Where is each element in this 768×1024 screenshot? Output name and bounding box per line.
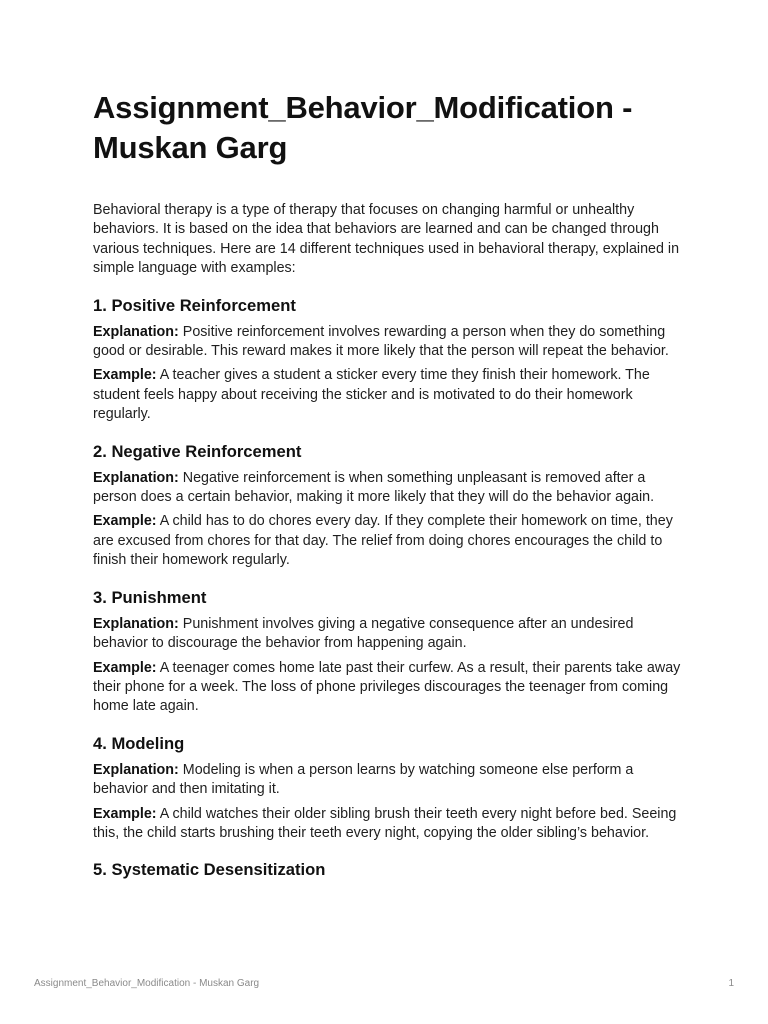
- example-paragraph: [93, 366, 683, 424]
- example-text: A teacher gives a student a sticker every time they finish their homework. The student feels happy about receiving the sticker and is motivated to do their homework regularly.: [93, 367, 650, 423]
- explanation-label: Explanation:: [93, 469, 179, 486]
- example-paragraph: [93, 512, 683, 570]
- document-title: Assignment_Behavior_Modification - Muskan Garg: [93, 90, 633, 165]
- explanation-paragraph: [93, 323, 683, 362]
- example-label: Example:: [93, 659, 157, 676]
- explanation-text: Punishment involves giving a negative consequence after an undesired behavior to discourage the behavior from happening again.: [93, 615, 634, 652]
- explanation-label: Explanation:: [93, 761, 179, 778]
- explanation-paragraph: [93, 615, 683, 654]
- example-text: A teenager comes home late past their curfew. As a result, their parents take away their phone for a week. The loss of phone privileges discourages the teenager from coming home late again.: [93, 659, 681, 715]
- section-punishment: [93, 587, 683, 717]
- section-heading: 1. Positive Reinforcement: [93, 295, 296, 315]
- footer-document-title: Assignment_Behavior_Modification - Muskan Garg: [34, 978, 260, 989]
- footer-page-number: 1: [728, 978, 734, 989]
- example-text: A child has to do chores every day. If they complete their homework on time, they are excused from chores for that day. The relief from doing chores encourages the child to finish their homework regularly.: [93, 513, 673, 569]
- explanation-label: Explanation:: [93, 323, 179, 340]
- explanation-paragraph: [93, 761, 683, 800]
- example-paragraph: [93, 805, 683, 844]
- section-heading: 5. Systematic Desensitization: [93, 860, 326, 880]
- document-body: [93, 88, 683, 887]
- section-systematic-desensitization: [93, 859, 683, 881]
- example-label: Example:: [93, 805, 157, 822]
- explanation-text: Negative reinforcement is when something unpleasant is removed after a person does a certain behavior, making it more likely that they will do the behavior again.: [93, 469, 655, 506]
- example-paragraph: [93, 659, 683, 717]
- section-negative-reinforcement: [93, 441, 683, 571]
- example-label: Example:: [93, 367, 157, 384]
- example-text: A child watches their older sibling brush their teeth every night before bed. Seeing this, the child starts brushing their teeth every night, copying the older sibling’s behavior.: [93, 805, 677, 841]
- explanation-text: Modeling is when a person learns by watching someone else perform a behavior and then imitating it.: [93, 761, 634, 798]
- section-modeling: [93, 733, 683, 844]
- example-label: Example:: [93, 513, 157, 530]
- explanation-label: Explanation:: [93, 615, 179, 632]
- section-heading: 2. Negative Reinforcement: [93, 441, 302, 461]
- explanation-paragraph: [93, 469, 683, 508]
- explanation-text: Positive reinforcement involves rewarding a person when they do something good or desirable. This reward makes it more likely that the person will repeat the behavior.: [93, 323, 669, 360]
- section-heading: 3. Punishment: [93, 587, 207, 607]
- intro-paragraph: Behavioral therapy is a type of therapy that focuses on changing harmful or unhealthy behaviors. It is based on the idea that behaviors are learned and can be changed through various techniques. Here are 14 different techniques used in behavioral therapy, explained in simple language with examples:: [93, 202, 680, 277]
- section-positive-reinforcement: [93, 295, 683, 425]
- section-heading: 4. Modeling: [93, 733, 185, 753]
